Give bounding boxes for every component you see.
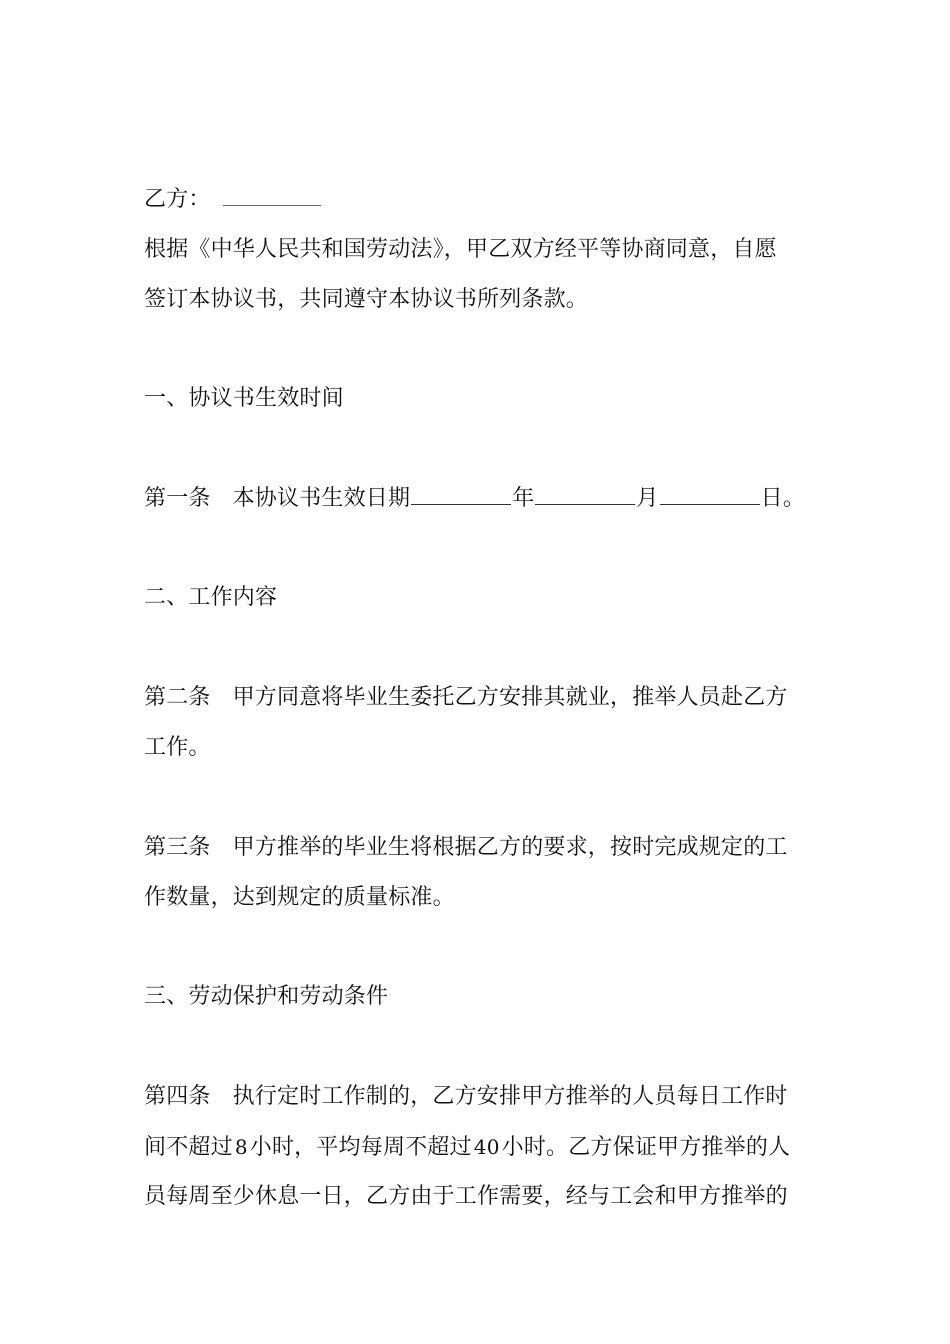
article-2-line-1 bbox=[144, 684, 788, 712]
section-1-heading: 一、协议书生效时间 bbox=[144, 386, 344, 411]
article-3-line-1 bbox=[144, 834, 788, 862]
article-1-text: 本协议书生效日期 bbox=[232, 486, 411, 511]
article-2-text-1: 甲方同意将毕业生委托乙方安排其就业，推举人员赴乙方 bbox=[232, 685, 788, 710]
article-1-label: 第一条 bbox=[144, 486, 211, 511]
day-label: 日。 bbox=[760, 486, 806, 511]
preamble-line-2: 签订本协议书，共同遵守本协议书所列条款。 bbox=[144, 287, 589, 312]
party-b-line bbox=[144, 186, 322, 214]
article-4-label: 第四条 bbox=[144, 1084, 211, 1109]
article-4-text-2a: 间不超过 bbox=[144, 1135, 233, 1160]
year-label: 年 bbox=[512, 486, 535, 511]
article-2-line-2: 工作。 bbox=[144, 735, 211, 760]
article-3-text-1: 甲方推举的毕业生将根据乙方的要求，按时完成规定的工 bbox=[232, 835, 788, 860]
article-4-text-2b: 小时，平均每周不超过 bbox=[249, 1135, 472, 1160]
daily-hours-value: 8 bbox=[234, 1135, 248, 1159]
day-blank bbox=[660, 503, 760, 505]
party-b-blank bbox=[223, 204, 321, 206]
article-3-label: 第三条 bbox=[144, 835, 211, 860]
article-4-text-2c: 小时。乙方保证甲方推举的人 bbox=[501, 1135, 791, 1160]
article-3-line-2: 作数量，达到规定的质量标准。 bbox=[144, 885, 455, 910]
article-4-text-1: 执行定时工作制的，乙方安排甲方推举的人员每日工作时 bbox=[232, 1084, 788, 1109]
party-b-label: 乙方： bbox=[144, 187, 211, 212]
weekly-hours-value: 40 bbox=[473, 1135, 500, 1159]
month-label: 月 bbox=[636, 486, 659, 511]
article-1 bbox=[144, 485, 805, 513]
month-blank bbox=[535, 503, 635, 505]
article-4-line-2 bbox=[144, 1133, 790, 1162]
article-4-line-1 bbox=[144, 1083, 788, 1111]
section-3-heading: 三、劳动保护和劳动条件 bbox=[144, 984, 389, 1009]
section-2-heading: 二、工作内容 bbox=[144, 585, 278, 610]
article-4-line-3: 员每周至少休息一日，乙方由于工作需要，经与工会和甲方推举的 bbox=[144, 1184, 788, 1209]
article-2-label: 第二条 bbox=[144, 685, 211, 710]
year-blank bbox=[411, 503, 511, 505]
preamble-line-1: 根据《中华人民共和国劳动法》，甲乙双方经平等协商同意，自愿 bbox=[144, 237, 777, 262]
